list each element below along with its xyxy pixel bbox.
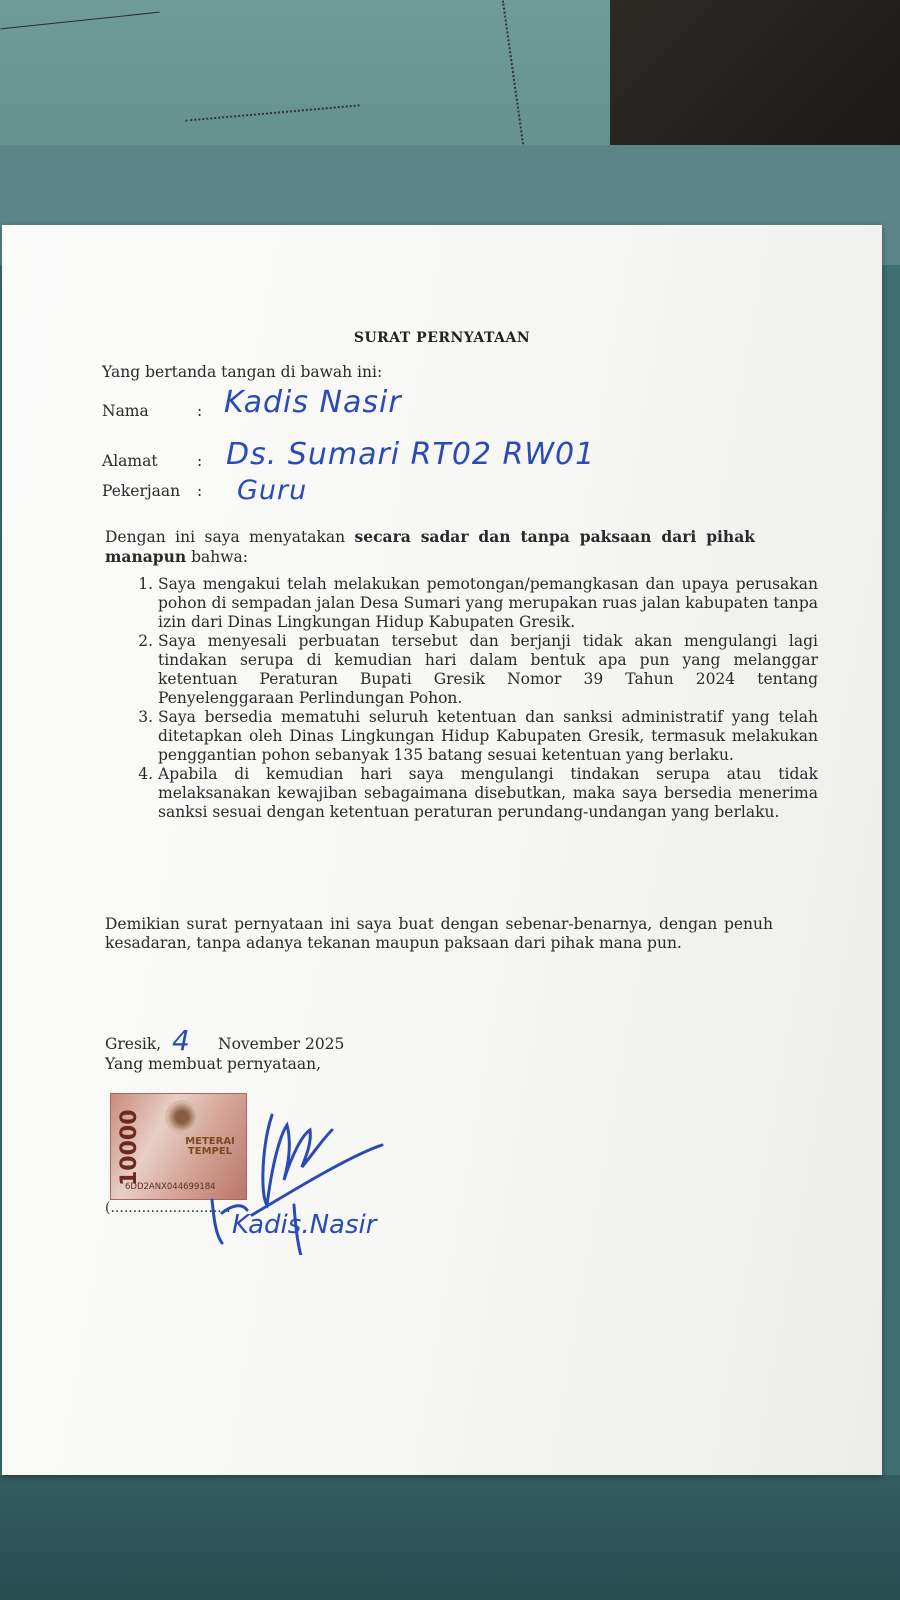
field-value-nama: Kadis Nasir [224, 385, 402, 420]
point-item: 2. Saya menyesali perbuatan tersebut dan berjanji tidak akan mengulangi lagi tindakan serupa di kemudian hari dalam bentuk apa pun yang melanggar ketentuan Peraturan Bupati Gresik Nomor 39 Tahun 2024 tentang Penyelenggaraan Perlindungan Pohon. [158, 632, 818, 708]
date-month-year: November 2025 [218, 1035, 345, 1053]
point-item: 1. Saya mengakui telah melakukan pemotongan/pemangkasan dan upaya perusakan pohon di sempadan jalan Desa Sumari yang merupakan ruas jalan kabupaten tanpa izin dari Dinas Lingkungan Hidup Kabupaten Gresik. [158, 575, 818, 632]
statement-bold: secara sadar dan tanpa paksaan dari pihak manapun [105, 527, 755, 566]
field-colon: : [197, 452, 203, 470]
statement-suffix: bahwa: [186, 548, 248, 566]
table-background-bottom [0, 1475, 900, 1600]
statement-paragraph [105, 527, 755, 567]
stamp-line2: TEMPEL [187, 1146, 233, 1157]
place-label: Gresik, [105, 1035, 162, 1053]
stamp-serial: 6DD2ANX044699184 [125, 1182, 216, 1192]
signature [192, 1085, 412, 1255]
document-title: SURAT PERNYATAAN [353, 330, 531, 346]
field-label-alamat: Alamat [102, 452, 158, 470]
statement-points [110, 575, 818, 822]
signature-line: (........................... [105, 1200, 231, 1216]
stamp-line1: METERAI [185, 1136, 235, 1147]
statement-prefix: Dengan ini saya menyatakan [105, 528, 355, 546]
field-label-nama: Nama [102, 402, 149, 420]
field-colon: : [197, 482, 203, 500]
intro-text: Yang bertanda tangan di bawah ini: [102, 363, 383, 381]
point-item: 3. Saya bersedia mematuhi seluruh ketentuan dan sanksi administratif yang telah ditetapkan oleh Dinas Lingkungan Hidup Kabupaten Gresik, termasuk melakukan penggantian pohon sebanyak 135 batang sesuai ketentuan yang berlaku. [158, 708, 818, 765]
field-label-pekerjaan: Pekerjaan [102, 482, 181, 500]
day-handwritten: 4 [172, 1024, 191, 1057]
dark-object [610, 0, 900, 150]
signature-name: Kadis.Nasir [232, 1210, 377, 1240]
point-item: 4. Apabila di kemudian hari saya mengulangi tindakan serupa atau tidak melaksanakan kewajiban sebagaimana disebutkan, maka saya bersedia menerima sanksi sesuai dengan ketentuan peraturan perundang-undangan yang berlaku. [158, 765, 818, 822]
stamp-denomination: 10000 [117, 1109, 142, 1187]
field-value-alamat: Ds. Sumari RT02 RW01 [226, 437, 596, 472]
field-colon: : [197, 402, 203, 420]
signer-caption: Yang membuat pernyataan, [105, 1055, 322, 1073]
field-value-pekerjaan: Guru [237, 475, 308, 506]
closing-paragraph: Demikian surat pernyataan ini saya buat dengan sebenar-benarnya, dengan penuh kesadaran, tanpa adanya tekanan maupun paksaan dari pihak mana pun. [105, 915, 773, 952]
statement-paper [2, 225, 882, 1475]
